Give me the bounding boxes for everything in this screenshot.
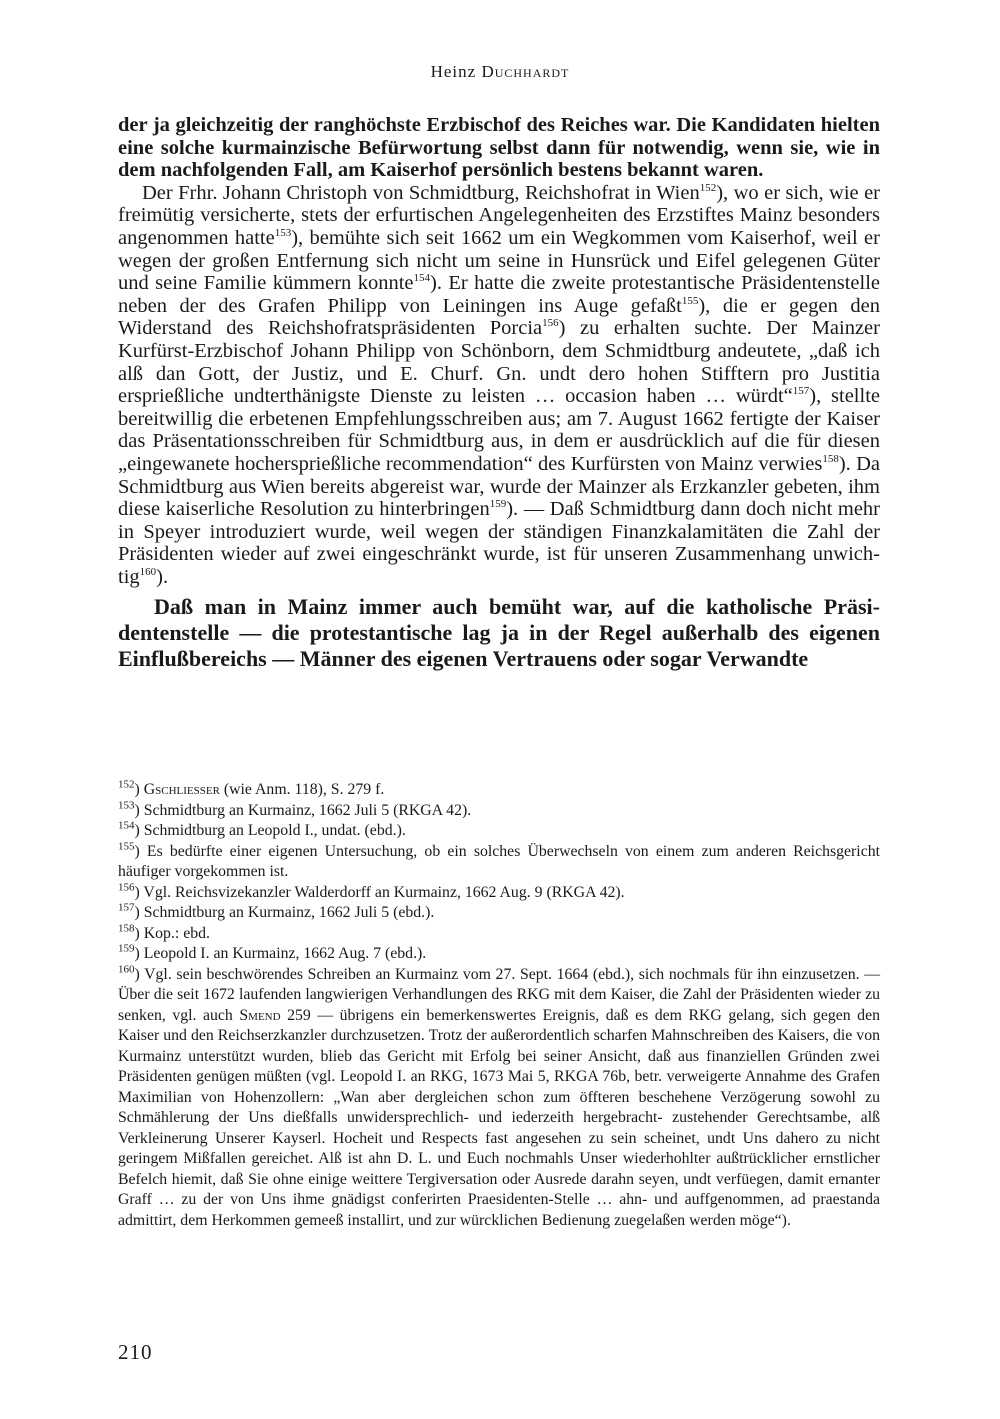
footnote-154: $^{154}$) Schmidtburg an Leopold I., undat. (ebd.).: [118, 819, 406, 839]
footnotes: [118, 780, 880, 1231]
footnote-ref-153: 153: [274, 227, 292, 240]
footnote-155: $^{155}$) Es bedürfte einer eigenen Untersuchung, ob ein solches Überwechseln von einem zum anderen Reichsgericht häufiger vorgekommen ist.: [118, 840, 880, 880]
footnote-ref-156: 156: [542, 317, 559, 330]
paragraph-2: Der Frhr. Johann Christoph von Schmidtburg, Reichshofrat in Wien$^{152}$), wo er sich, wie er freimütig versicherte, stets der erfurtischen Angelegenheiten des Erzstiftes Mainz besonders angenommen hatte$^{153}$), bemühte sich seit 1662 um ein Wegkommen vom Kaiserhof, weil er wegen der großen Entfernung sich nicht um seine in Hunsrück und Eifel gelegenen Güter und seine Familie kümmern konnte$^{154}$). Er hatte die zweite protestantische Präsidentenstelle neben der des Grafen Philipp von Leiningen ins Auge gefaßt$^{155}$), die er gegen den Widerstand des Reichshofratspräsidenten Porcia$^{156}$) zu erhalten suchte. Der Mainzer Kurfürst-Erzbischof Johann Philipp von Schönborn, dem Schmidtburg andeutete, „daß ich alß dan Gott, der Justiz, und E. Churf. Gn. undt dero hohen Stifftern pro Justitia ersprießliche undterthänigste Dienste zu leisten … occasion haben … würdt“$^{157}$), stellte bereitwillig die erbetenen Empfehlungsschreiben aus; am 7. August 1662 fertigte der Kaiser das Präsentationsschreiben für Schmidtburg aus, in dem er ausdrücklich auf die für diesen „eingewanete hochersprießliche recommendation“ des Kurfürsten von Mainz verwies$^{158}$). Da Schmidtburg aus Wien bereits abgereist war, wurde der Mainzer als Erzkanzler gebeten, ihm diese kaiserliche Resolution zu hinterbringen$^{159}$). — Daß Schmidtburg dann doch nicht mehr in Speyer introduziert wurde, weil wegen der ständigen Finanzkalamitäten die Zahl der Präsidenten wieder auf zwei eingeschränkt wurde, ist für unseren Zusammenhang unwichtig$^{160}$).: [118, 181, 880, 588]
footnote-ref-159: 159: [489, 498, 507, 511]
footnote-ref-157: 157: [792, 385, 810, 398]
main-text: [118, 114, 880, 672]
paragraph-1: der ja gleichzeitig der ranghöchste Erzbischof des Reiches war. Die Kandidaten hielten eine solche kurmainzische Befürwortung selbst dann für notwendig, wenn sie, wie in dem nachfolgenden Fall, am Kaiserhof persönlich bestens bekannt waren.: [118, 114, 880, 182]
paragraph-3: Daß man in Mainz immer auch bemüht war, auf die katholische Präsidentenstelle — die protestantische lag ja in der Regel außerhalb des eigenen Einflußbereichs — Männer des eigenen Vertrauens oder sogar Verwandte: [118, 594, 880, 672]
footnote-158: $^{158}$) Kop.: ebd.: [118, 922, 210, 942]
header-author-last: Duchhardt: [481, 62, 570, 81]
running-header: [0, 62, 1000, 82]
footnote-ref-158: 158: [822, 453, 839, 466]
footnote-ref-154: 154: [413, 272, 430, 285]
footnote-157: $^{157}$) Schmidtburg an Kurmainz, 1662 Juli 5 (ebd.).: [118, 901, 435, 921]
footnote-159: $^{159}$) Leopold I. an Kurmainz, 1662 Aug. 7 (ebd.).: [118, 942, 427, 962]
footnote-160: $^{160}$) Vgl. sein beschwörendes Schreiben an Kurmainz vom 27. Sept. 1664 (ebd.), sich nochmals für ihn einzusetzen. — Über die seit 1672 laufenden langwierigen Verhandlungen des RKG mit dem Kaiser, die Zahl der Präsidenten wieder zu senken, vgl. auch Smend 259 — übrigens ein bemerkenswertes Ereignis, daß es dem RKG gelang, sich gegen den Kaiser und den Reichserzkanzler durchzusetzen. Trotz der außerordentlich scharfen Mahnschreiben des Kaisers, die von Kurmainz unterstützt wurden, blieb das Gericht mit Erfolg bei seiner Ansicht, daß aus finanziellen Gründen zwei Präsidenten genügen müßten (vgl. Leopold I. an RKG, 1673 Mai 5, RKGA 76b, betr. verweigerte Annahme des Grafen Maximilian von Hohenzollern: „Wan aber dergleichen schon zum öffteren beschehene Verzögerung sowohl zu Schmählerung der Uns dießfalls unwidersprechlich- und iederzeith hergebracht- zustehender Gerechtsambe, alß Verkleinerung Unserer Kayserl. Hocheit und Respects fast angesehen zu sein scheinet, undt Uns dahero zu nicht geringem Mißfallen gereichet. Alß ist ahn D. L. und Euch nochmahls Unser wiederhohlter außtrücklicher ernstlicher Befelch hiemit, daß Sie ohne einige weittere Tergiversation oder Ausrede darahn seyen, undt verfüegen, damit ernanter Graff … zu der von Uns ihme gnädigst conferirten Praesidenten-Stelle … ahn- und auffgenommen, ad praestanda admittirt, dem Herkommen gemeeß installirt, und zur würcklichen Bedienung zuegelaßen werden möge“).: [118, 963, 880, 1229]
footnote-ref-155: 155: [681, 294, 699, 307]
footnote-156: $^{156}$) Vgl. Reichsvizekanzler Walderdorff an Kurmainz, 1662 Aug. 9 (RKGA 42).: [118, 881, 625, 901]
footnote-153: $^{153}$) Schmidtburg an Kurmainz, 1662 Juli 5 (RKGA 42).: [118, 799, 472, 819]
footnote-ref-152: 152: [699, 181, 717, 194]
footnote-152: $^{152}$) Gschliesser (wie Anm. 118), S. 279 f.: [118, 778, 385, 798]
page-number: 210: [118, 1340, 153, 1364]
header-author-first: Heinz: [430, 62, 477, 81]
footnote-ref-160: 160: [139, 566, 157, 579]
